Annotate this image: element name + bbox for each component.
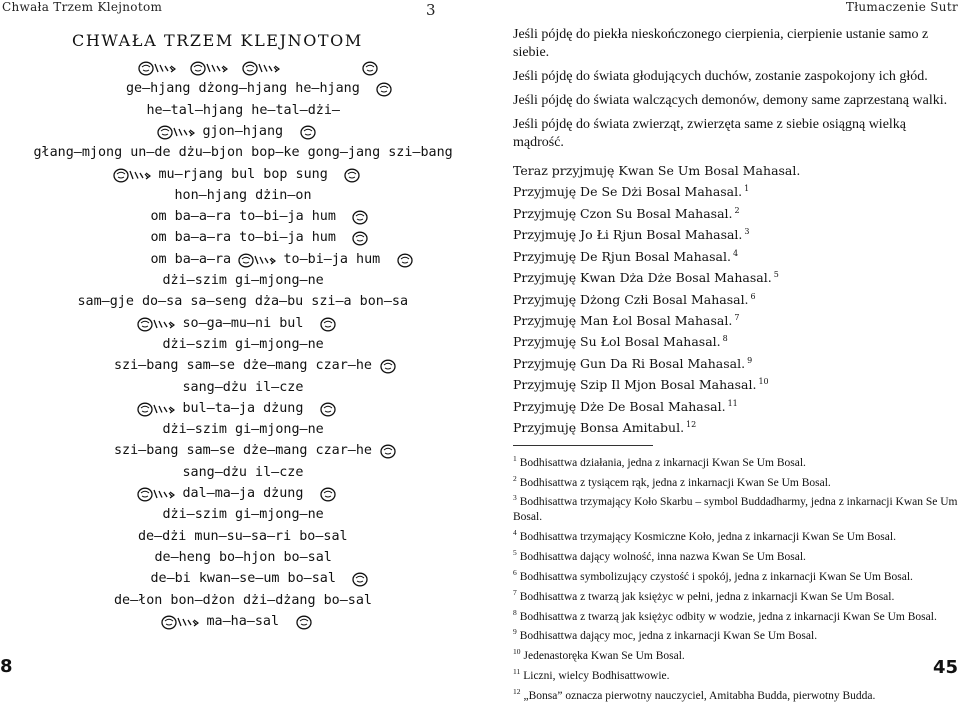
translation-paragraph: Jeśli pójdę do świata walczących demonów, demony same zaprzestaną walki. (513, 93, 948, 108)
chant-line (0, 612, 486, 632)
moktak-roll-icon (190, 60, 228, 76)
chant-line-text: de—bi kwan—se—um bo—sal (150, 571, 336, 587)
footnote-ref: 11 (727, 398, 738, 408)
chant-line (0, 484, 486, 504)
footnote-number: 12 (513, 686, 521, 696)
chant-line-text: sam—gje do—sa sa—seng dża—bu szi—a bon—sa (77, 294, 409, 310)
chant-line-text: głang—mjong un—de dżu—bjon bop—ke gong—jang szi—bang (33, 145, 453, 161)
footnote-text: Bodhisattwa działania, jedna z inkarnacji Kwan Se Um Bosal. (519, 456, 806, 469)
footnote-ref: 3 (744, 227, 750, 237)
chant-line (0, 548, 486, 568)
footnote-ref: 5 (773, 270, 779, 280)
translation-column (513, 26, 958, 704)
offering-line (513, 373, 958, 394)
chant-line-text: he—tal—hjang he—tal—dżi— (146, 102, 340, 118)
footnote (513, 585, 958, 605)
moktak-roll-icon (138, 60, 176, 76)
translation-paragraphs (513, 26, 958, 152)
moktak-roll-icon (137, 316, 175, 332)
footnote (513, 664, 958, 684)
chant-line-text: dżi—szim gi—mjong—ne (162, 507, 324, 523)
footnote-divider (513, 445, 653, 446)
chant-line (0, 378, 486, 398)
chant-line-text: dżi—szim gi—mjong—ne (162, 336, 324, 352)
footnote (513, 451, 958, 471)
footnote-ref: 12 (686, 420, 697, 430)
chant-line-text: sang—dżu il—cze (182, 379, 304, 395)
chant-line (0, 228, 486, 248)
moktak-icon (300, 124, 318, 140)
offering-text: Przyjmuję Jo Łi Rjun Bosal Mahasal. (513, 227, 743, 243)
running-header-left: Chwała Trzem Klejnotom (2, 0, 163, 14)
footnote-ref: 7 (734, 313, 740, 323)
footnote-number: 10 (513, 647, 521, 657)
chant-line-text: dżi—szim gi—mjong—ne (162, 273, 324, 288)
chant-line-text: dżi—szim gi—mjong—ne (162, 422, 324, 438)
footnote (513, 490, 958, 525)
offering-text: Przyjmuję Man Łol Bosal Mahasal. (513, 313, 733, 329)
chant-line (0, 441, 486, 461)
moktak-icon (296, 614, 314, 630)
moktak-icon (362, 60, 380, 76)
footnote (513, 525, 958, 545)
chant-line (0, 165, 486, 185)
chant-line-text: ma—ha—sal (206, 613, 280, 629)
chant-line (0, 314, 486, 334)
footnote-text: Bodhisattwa trzymający Kosmiczne Koło, jedna z inkarnacji Kwan Se Um Bosal. (519, 531, 896, 544)
chant-line (0, 335, 486, 355)
footnote-text: Bodhisattwa z twarzą jak księżyc odbity w wodzie, jedna z inkarnacji Kwan Se Um Bosal. (519, 610, 937, 623)
moktak-icon (380, 443, 398, 459)
footnote (513, 684, 958, 704)
chant-line (0, 271, 486, 291)
moktak-icon (344, 167, 362, 183)
offering-text: Przyjmuję Szip Il Mjon Bosal Mahasal. (513, 377, 757, 393)
footnote-number: 11 (513, 667, 521, 677)
footnote-number: 3 (513, 493, 517, 503)
footnote (513, 565, 958, 585)
offering-line (513, 352, 958, 373)
moktak-icon (320, 401, 338, 417)
chant-line-text: de—heng bo—hjon bo—sal (154, 549, 332, 565)
chant-line-text: to—bi—ja hum (283, 251, 381, 267)
footnote-text: Bodhisattwa z twarzą jak księżyc w pełni, jedna z inkarnacji Kwan Se Um Bosal. (519, 590, 895, 603)
footnote-number: 5 (513, 548, 517, 558)
offering-list (513, 162, 958, 438)
chant-line (0, 527, 486, 547)
offering-text: Przyjmuję Su Łol Bosal Mahasal. (513, 334, 721, 350)
moktak-icon (397, 252, 415, 268)
chant-line (0, 356, 486, 376)
chant-line-text: mu—rjang bul bop sung (158, 166, 328, 182)
footnote-ref: 10 (758, 377, 769, 387)
footnote-text: Bodhisattwa dający wolność, inna nazwa Kwan Se Um Bosal. (519, 550, 806, 563)
chant-line-text: om ba—a—ra (150, 251, 232, 267)
chant-line-text: szi—bang sam—se dże—mang czar—he (114, 443, 372, 459)
footnote-ref: 1 (744, 184, 750, 194)
footnote-ref: 4 (732, 248, 739, 258)
chant-line-text: de—dżi mun—su—sa—ri bo—sal (138, 528, 348, 544)
offering-text: Przyjmuję Czon Su Bosal Mahasal. (513, 205, 733, 221)
footnote (513, 644, 958, 664)
chant-line (0, 292, 486, 312)
footnote-number: 7 (513, 587, 517, 597)
chant-line (0, 122, 486, 142)
footnote-text: „Bonsa” oznacza pierwotny nauczyciel, Amitabha Budda, pierwotny Budda. (523, 689, 876, 702)
chant-line-text: szi—bang sam—se dże—mang czar—he (114, 358, 372, 374)
footnote-number: 4 (513, 528, 517, 538)
chant-line (0, 250, 486, 270)
chant-line-text: dal—ma—ja dżung (182, 486, 304, 501)
footnote-number: 8 (513, 607, 517, 617)
moktak-roll-icon (137, 401, 175, 417)
offering-line (513, 395, 958, 416)
header-page-number: 3 (426, 1, 436, 19)
footnote-text: Bodhisattwa z tysiącem rąk, jedna z inkarnacji Kwan Se Um Bosal. (519, 476, 831, 489)
moktak-icon (376, 81, 394, 97)
footnote-text: Liczni, wielcy Bodhisattwowie. (523, 669, 670, 682)
footnote-ref: 2 (734, 205, 740, 215)
footnote-ref: 6 (750, 291, 756, 301)
chant-line (0, 79, 486, 99)
chant-line (0, 569, 486, 589)
page-number-left: 8 (0, 656, 13, 677)
footnote-text: Bodhisattwa dający moc, jedna z inkarnacji Kwan Se Um Bosal. (519, 630, 818, 643)
chant-line-text: de—łon bon—dżon dżi—dżang bo—sal (114, 592, 372, 608)
chant-line-text: so—ga—mu—ni bul (182, 315, 304, 331)
chant-line (0, 399, 486, 419)
running-header-right: Tłumaczenie Sutr (845, 0, 958, 14)
moktak-roll-icon (137, 486, 175, 502)
offering-line (513, 266, 958, 287)
offering-text: Przyjmuję Bonsa Amitabul. (513, 420, 685, 436)
footnote (513, 605, 958, 625)
moktak-roll-icon (161, 614, 199, 630)
chant-line (0, 101, 486, 121)
footnote-ref: 9 (747, 355, 753, 365)
chant-line-text: bul—ta—ja dżung (182, 400, 304, 416)
offering-text: Przyjmuję De Rjun Bosal Mahasal. (513, 248, 731, 264)
chant-line-text: gjon—hjang (202, 123, 284, 139)
footnote-text: Bodhisattwa trzymający Koło Skarbu – symbol Buddadharmy, jedna z inkarnacji Kwan Se Um Bosal. (513, 496, 958, 524)
moktak-icon (352, 209, 370, 225)
chant-line-text: ge—hjang dżong—hjang he—hjang (126, 81, 360, 97)
moktak-icon (320, 316, 338, 332)
offering-line (513, 245, 958, 266)
chant-line-text: sang—dżu il—cze (182, 464, 304, 480)
footnote (513, 624, 958, 644)
moktak-roll-icon (157, 124, 195, 140)
footnote-text: Jedenastoręka Kwan Se Um Bosal. (523, 650, 685, 663)
moktak-icon (320, 486, 338, 502)
offering-text: Przyjmuję Dże De Bosal Mahasal. (513, 398, 726, 414)
chant-line (0, 420, 486, 440)
moktak-roll-icon (113, 167, 151, 183)
offering-line (513, 288, 958, 309)
offering-text: Przyjmuję Gun Da Ri Bosal Mahasal. (513, 356, 746, 372)
footnote-text: Bodhisattwa symbolizujący czystość i spokój, jedna z inkarnacji Kwan Se Um Bosal. (519, 570, 913, 583)
footnote-number: 9 (513, 627, 517, 637)
offering-text: Przyjmuję Dżong Człi Bosal Mahasal. (513, 291, 749, 307)
offering-line (513, 162, 958, 180)
chant-line (0, 143, 486, 163)
chant-line-text: om ba—a—ra to—bi—ja hum (150, 209, 336, 225)
offering-line (513, 223, 958, 244)
footnote-number: 1 (513, 453, 517, 463)
translation-paragraph: Jeśli pójdę do piekła nieskończonego cierpienia, cierpienie ustanie samo z siebie. (513, 27, 929, 60)
offering-line (513, 309, 958, 330)
translation-paragraph: Jeśli pójdę do świata zwierząt, zwierzęta same z siebie osiągną wielką mądrość. (513, 117, 907, 150)
footnote-number: 6 (513, 567, 517, 577)
chant-line-text: om ba—a—ra to—bi—ja hum (150, 230, 336, 246)
chant-line (0, 505, 486, 525)
offering-text: Teraz przyjmuję Kwan Se Um Bosal Mahasal. (513, 163, 801, 178)
offering-text: Przyjmuję De Se Dżi Bosal Mahasal. (513, 184, 743, 200)
moktak-icon (352, 230, 370, 246)
chant-line (0, 207, 486, 227)
footnote (513, 471, 958, 491)
moktak-icon (380, 358, 398, 374)
offering-line (513, 416, 958, 437)
chant-line-text: hon—hjang dżin—on (174, 187, 312, 203)
chant-line (0, 186, 486, 206)
chant-line (0, 463, 486, 483)
offering-line (513, 202, 958, 223)
offering-line (513, 330, 958, 351)
footnote-ref: 8 (722, 334, 728, 344)
offering-line (513, 180, 958, 201)
chant-line (0, 58, 486, 78)
moktak-roll-icon (238, 252, 276, 268)
translation-paragraph: Jeśli pójdę do świata głodujących duchów, zostanie zaspokojony ich głód. (513, 69, 928, 84)
footnotes (513, 451, 958, 704)
page-number-right: 45 (932, 657, 958, 678)
offering-text: Przyjmuję Kwan Dża Dże Bosal Mahasal. (513, 270, 772, 286)
footnote-number: 2 (513, 473, 517, 483)
chant-title: CHWAŁA TRZEM KLEJNOTOM (72, 31, 363, 50)
moktak-roll-icon (242, 60, 280, 76)
chant-line (0, 591, 486, 611)
moktak-icon (352, 571, 370, 587)
footnote (513, 545, 958, 565)
